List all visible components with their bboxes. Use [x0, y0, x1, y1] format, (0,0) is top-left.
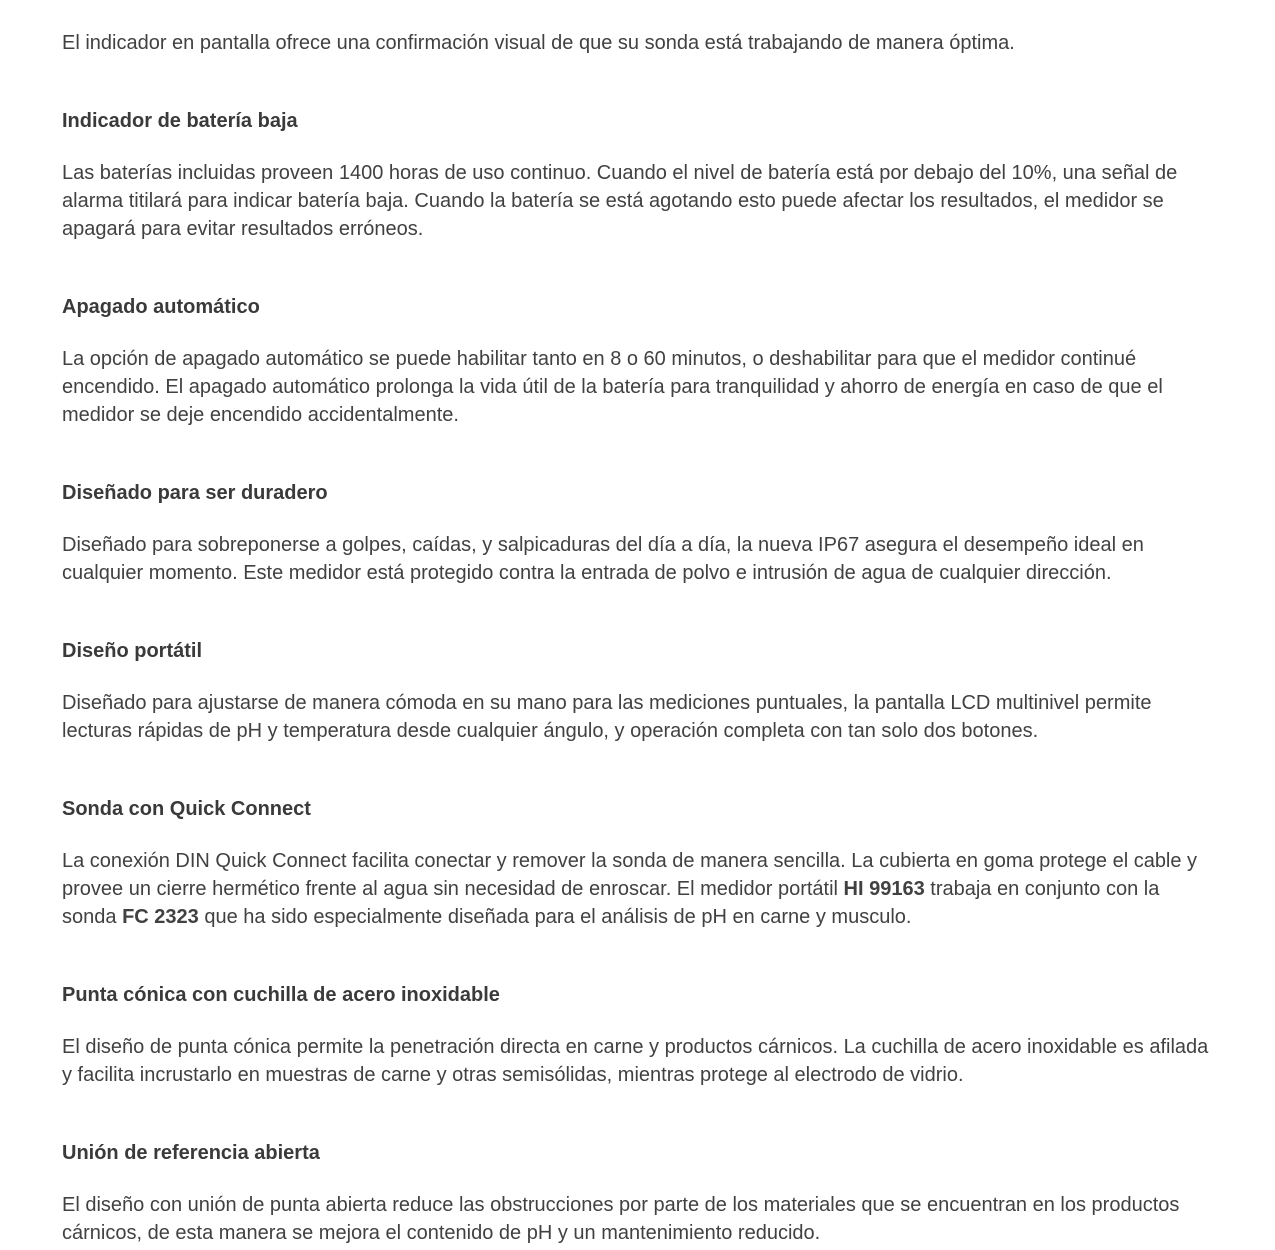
intro-paragraph: El indicador en pantalla ofrece una confirmación visual de que su sonda está trabajando de manera óptima. — [62, 32, 1015, 54]
section-heading: Indicador de batería baja — [62, 110, 298, 132]
content-section — [62, 1139, 1213, 1247]
content-section — [62, 795, 1213, 931]
content-section — [62, 479, 1213, 587]
content-section — [62, 981, 1213, 1089]
section-heading: Apagado automático — [62, 296, 260, 318]
section-paragraph — [62, 531, 1213, 587]
section-heading: Punta cónica con cuchilla de acero inoxidable — [62, 984, 500, 1006]
text-segment: trabaja en conjunto con la sonda — [62, 878, 1160, 928]
section-heading: Diseño portátil — [62, 640, 203, 662]
bold-text-segment: FC 2323 — [122, 906, 199, 928]
section-paragraph — [62, 159, 1213, 243]
text-segment: El diseño de punta cónica permite la penetración directa en carne y productos cárnicos. La cuchilla de acero inoxidable es afilada y facilita incrustarlo en muestras de carne y otras semisólidas, mientras protege al electrodo de vidrio. — [62, 1036, 1209, 1086]
text-segment: que ha sido especialmente diseñada para el análisis de pH en carne y musculo. — [198, 906, 912, 928]
section-paragraph — [62, 1191, 1213, 1247]
content-section — [62, 293, 1213, 429]
section-paragraph — [62, 345, 1213, 429]
text-segment: La opción de apagado automático se puede habilitar tanto en 8 o 60 minutos, o deshabilitar para que el medidor continué encendido. El apagado automático prolonga la vida útil de la batería para tranquilidad y ahorro de energía en caso de que el medidor se deje encendido accidentalmente. — [62, 348, 1163, 426]
section-heading: Sonda con Quick Connect — [62, 798, 311, 820]
section-heading: Diseñado para ser duradero — [62, 482, 328, 504]
section-paragraph — [62, 689, 1213, 745]
text-segment: Diseñado para ajustarse de manera cómoda en su mano para las mediciones puntuales, la pantalla LCD multinivel permite lecturas rápidas de pH y temperatura desde cualquier ángulo, y operación completa con tan solo dos botones. — [62, 692, 1152, 742]
sections-container — [62, 107, 1213, 1247]
section-heading: Unión de referencia abierta — [62, 1142, 320, 1164]
content-section — [62, 107, 1213, 243]
text-segment: La conexión DIN Quick Connect facilita conectar y remover la sonda de manera sencilla. La cubierta en goma protege el cable y provee un cierre hermético frente al agua sin necesidad de enroscar. El medidor portátil — [62, 850, 1198, 900]
content-section — [62, 637, 1213, 745]
section-paragraph — [62, 847, 1213, 931]
text-segment: Las baterías incluidas proveen 1400 horas de uso continuo. Cuando el nivel de batería está por debajo del 10%, una señal de alarma titilará para indicar batería baja. Cuando la batería se está agotando esto puede afectar los resultados, el medidor se apagará para evitar resultados erróneos. — [62, 162, 1178, 240]
text-segment: El diseño con unión de punta abierta reduce las obstrucciones por parte de los materiales que se encuentran en los productos cárnicos, de esta manera se mejora el contenido de pH y un mantenimiento reducido. — [62, 1194, 1180, 1244]
text-segment: Diseñado para sobreponerse a golpes, caídas, y salpicaduras del día a día, la nueva IP67 asegura el desempeño ideal en cualquier momento. Este medidor está protegido contra la entrada de polvo e intrusión de agua de cualquier dirección. — [62, 534, 1144, 584]
bold-text-segment: HI 99163 — [843, 878, 925, 900]
section-paragraph — [62, 1033, 1213, 1089]
